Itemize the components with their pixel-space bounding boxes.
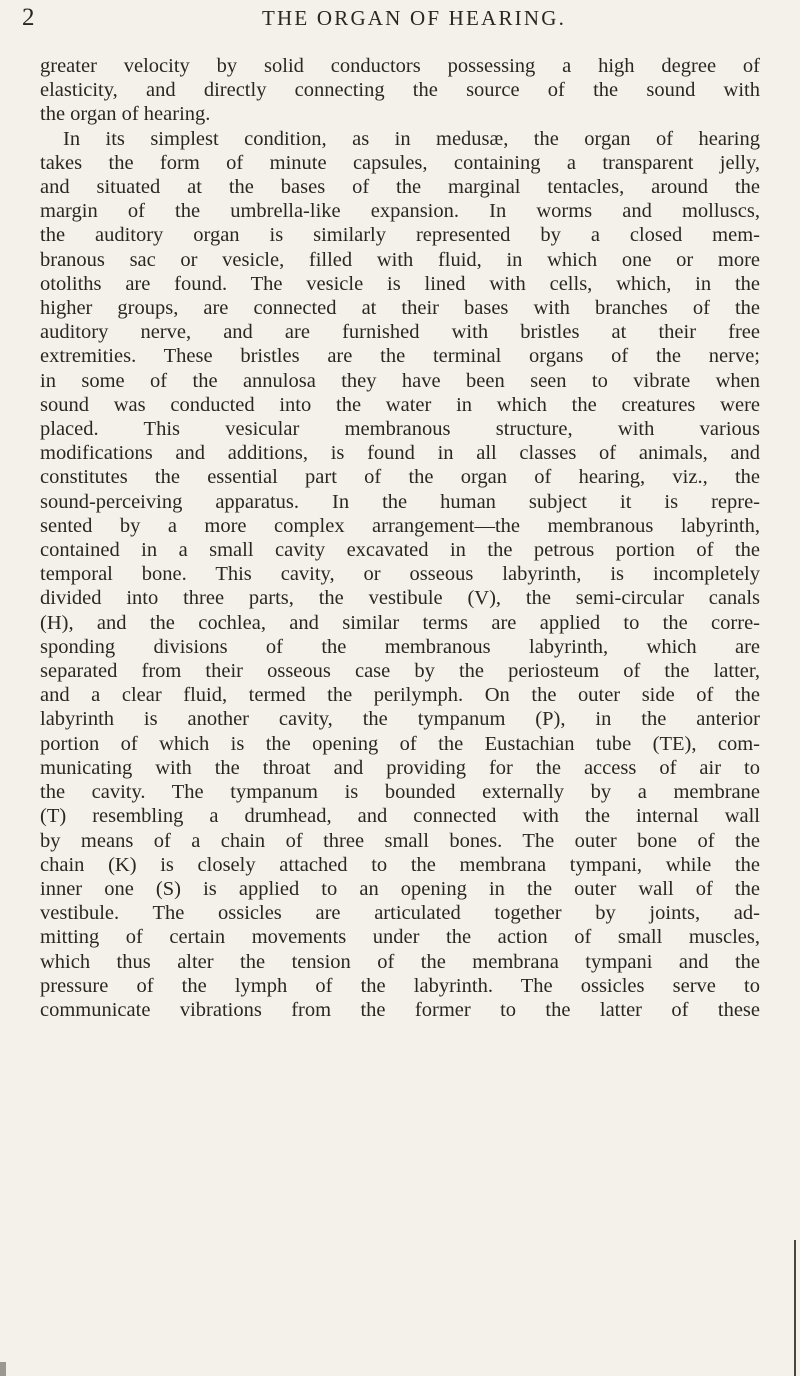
text-line: sponding divisions of the membranous labyrinth, which are xyxy=(40,635,760,658)
running-head xyxy=(0,4,800,40)
text-line: and a clear fluid, termed the perilymph. On the outer side of the xyxy=(40,684,760,707)
text-line: placed. This vesicular membranous structure, with various xyxy=(40,418,760,441)
text-line: vestibule. The ossicles are articulated together by joints, ad- xyxy=(40,902,760,925)
text-line: portion of which is the opening of the Eustachian tube (TE), com- xyxy=(40,732,760,755)
text-line: separated from their osseous case by the periosteum of the latter, xyxy=(40,660,760,683)
text-line: the auditory organ is similarly represented by a closed mem- xyxy=(40,224,760,247)
text-line: In its simplest condition, as in medusæ, the organ of hearing xyxy=(63,127,760,150)
text-line: by means of a chain of three small bones. The outer bone of the xyxy=(40,829,760,852)
text-line: inner one (S) is applied to an opening in the outer wall of the xyxy=(40,877,760,900)
text-line: communicate vibrations from the former to the latter of these xyxy=(40,998,760,1021)
text-line: divided into three parts, the vestibule (V), the semi-circular canals xyxy=(40,587,760,610)
text-line: otoliths are found. The vesicle is lined with cells, which, in the xyxy=(40,272,760,295)
text-line: sound was conducted into the water in which the creatures were xyxy=(40,393,760,416)
text-line: chain (K) is closely attached to the membrana tympani, while the xyxy=(40,853,760,876)
text-line: takes the form of minute capsules, containing a transparent jelly, xyxy=(40,151,760,174)
text-line: and situated at the bases of the marginal tentacles, around the xyxy=(40,176,760,199)
text-line: in some of the annulosa they have been seen to vibrate when xyxy=(40,369,760,392)
text-line: the cavity. The tympanum is bounded externally by a membrane xyxy=(40,781,760,804)
page-number: 2 xyxy=(22,4,35,31)
text-line: mitting of certain movements under the action of small muscles, xyxy=(40,926,760,949)
text-line: constitutes the essential part of the organ of hearing, viz., the xyxy=(40,466,760,489)
text-line: sound-perceiving apparatus. In the human subject it is repre- xyxy=(40,490,760,513)
text-line: which thus alter the tension of the membrana tympani and the xyxy=(40,950,760,973)
text-line: pressure of the lymph of the labyrinth. The ossicles serve to xyxy=(40,974,760,997)
running-title: THE ORGAN OF HEARING. xyxy=(262,6,567,30)
scan-corner-mark xyxy=(0,1362,6,1376)
text-line: the organ of hearing. xyxy=(40,103,211,126)
text-line: labyrinth is another cavity, the tympanum (P), in the anterior xyxy=(40,708,760,731)
text-line: (T) resembling a drumhead, and connected with the internal wall xyxy=(40,805,760,828)
text-line: municating with the throat and providing for the access of air to xyxy=(40,756,760,779)
text-line: greater velocity by solid conductors possessing a high degree of xyxy=(40,55,760,77)
text-line: sented by a more complex arrangement—the membranous labyrinth, xyxy=(40,514,760,537)
text-line: branous sac or vesicle, filled with fluid, in which one or more xyxy=(40,248,760,271)
text-line: elasticity, and directly connecting the source of the sound with xyxy=(40,79,760,102)
text-line: modifications and additions, is found in all classes of animals, and xyxy=(40,442,760,465)
text-line: extremities. These bristles are the terminal organs of the nerve; xyxy=(40,345,760,368)
text-line: higher groups, are connected at their bases with branches of the xyxy=(40,297,760,320)
body-text xyxy=(40,54,760,1022)
text-line: contained in a small cavity excavated in the petrous portion of the xyxy=(40,539,760,562)
text-line: auditory nerve, and are furnished with bristles at their free xyxy=(40,321,760,344)
text-line: temporal bone. This cavity, or osseous labyrinth, is incompletely xyxy=(40,563,760,586)
page-edge-shadow xyxy=(794,1240,796,1376)
text-line: margin of the umbrella-like expansion. In worms and molluscs, xyxy=(40,200,760,223)
text-line: (H), and the cochlea, and similar terms are applied to the corre- xyxy=(40,611,760,634)
